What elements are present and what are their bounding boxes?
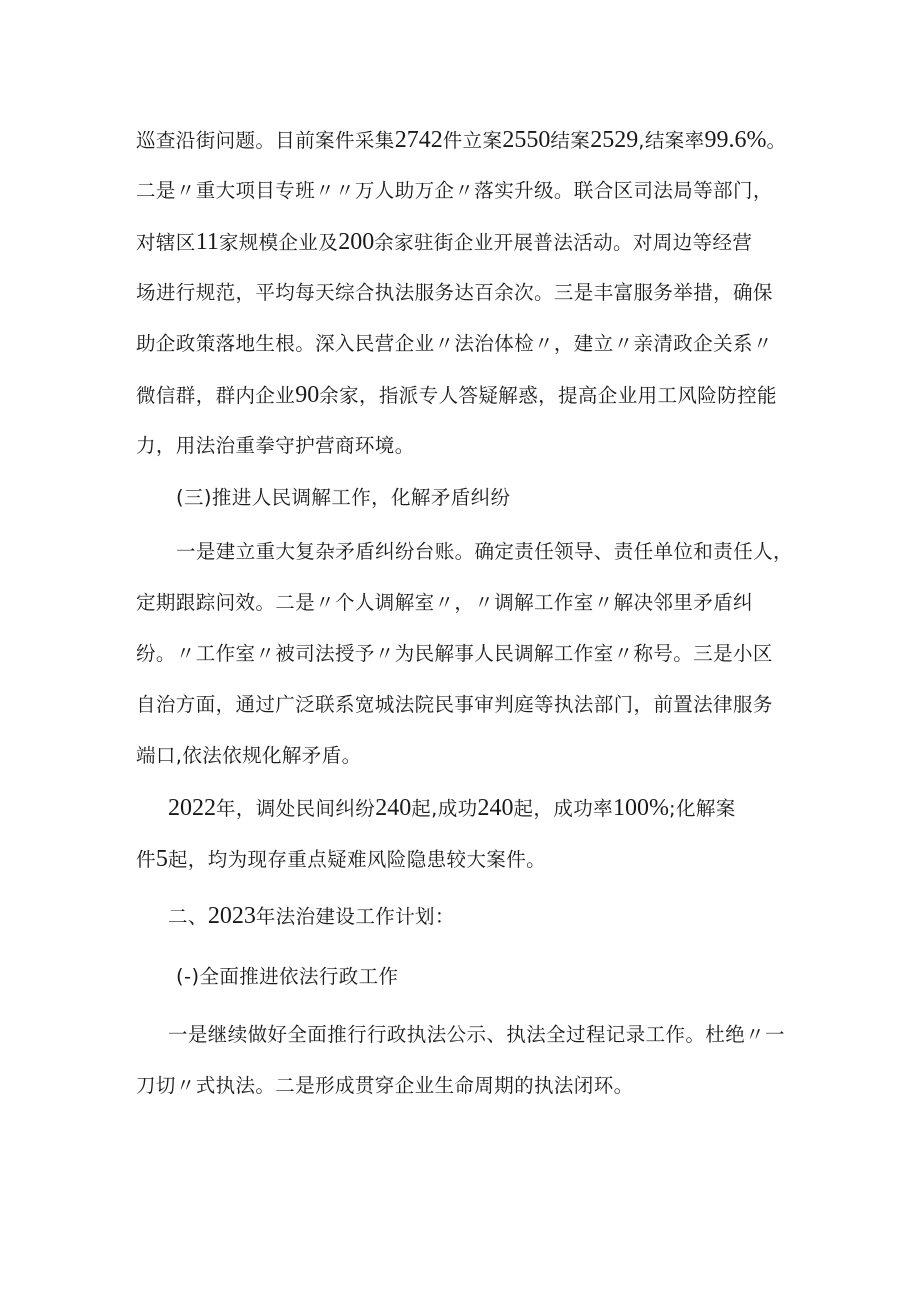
section-heading: 二、2023年法治建设工作计划： [168,903,455,929]
paragraph-line: 场进行规范，平均每天综合执法服务达百余次。三是丰富服务举措，确保 [136,281,773,304]
paragraph-line: 端口,依法依规化解矛盾。 [136,744,362,767]
paragraph-line: 助企政策落地生根。深入民营企业〃法治体检〃，建立〃亲清政企关系〃 [136,332,773,355]
paragraph-line: 巡查沿街问题。目前案件采集2742件立案2550结案2529,结案率99.6%。 [136,127,787,153]
paragraph-line: 件5起，均为现存重点疑难风险隐患较大案件。 [136,846,547,872]
paragraph-line: 一是建立重大复杂矛盾纠纷台账。确定责任领导、责任单位和责任人， [176,540,793,563]
section-heading: (三)推进人民调解工作，化解矛盾纠纷 [176,486,511,509]
paragraph-line: 刀切〃式执法。二是形成贯穿企业生命周期的执法闭环。 [136,1074,634,1097]
paragraph-line: 定期跟踪问效。二是〃个人调解室〃，〃调解工作室〃解决邻里矛盾纠 [136,591,753,614]
paragraph-line: 一是继续做好全面推行行政执法公示、执法全过程记录工作。杜绝〃一 [168,1023,785,1046]
paragraph-line: 微信群，群内企业90余家，指派专人答疑解惑，提高企业用工风险防控能 [136,382,777,408]
paragraph-line: 自治方面，通过广泛联系宽城法院民事审判庭等执法部门，前置法律服务 [136,693,773,716]
paragraph-line: 纷。〃工作室〃被司法授予〃为民解事人民调解工作室〃称号。三是小区 [136,642,773,665]
paragraph-line: 二是〃重大项目专班〃〃万人助万企〃落实升级。联合区司法局等部门， [136,179,773,202]
paragraph-line: 对辖区11家规模企业及200余家驻街企业开展普法活动。对周边等经营 [136,229,753,255]
subsection-heading: (-)全面推进依法行政工作 [176,965,399,988]
paragraph-line: 力，用法治重拳守护营商环境。 [136,434,415,457]
paragraph-line: 2022年，调处民间纠纷240起,成功240起，成功率100%;化解案 [168,795,736,821]
